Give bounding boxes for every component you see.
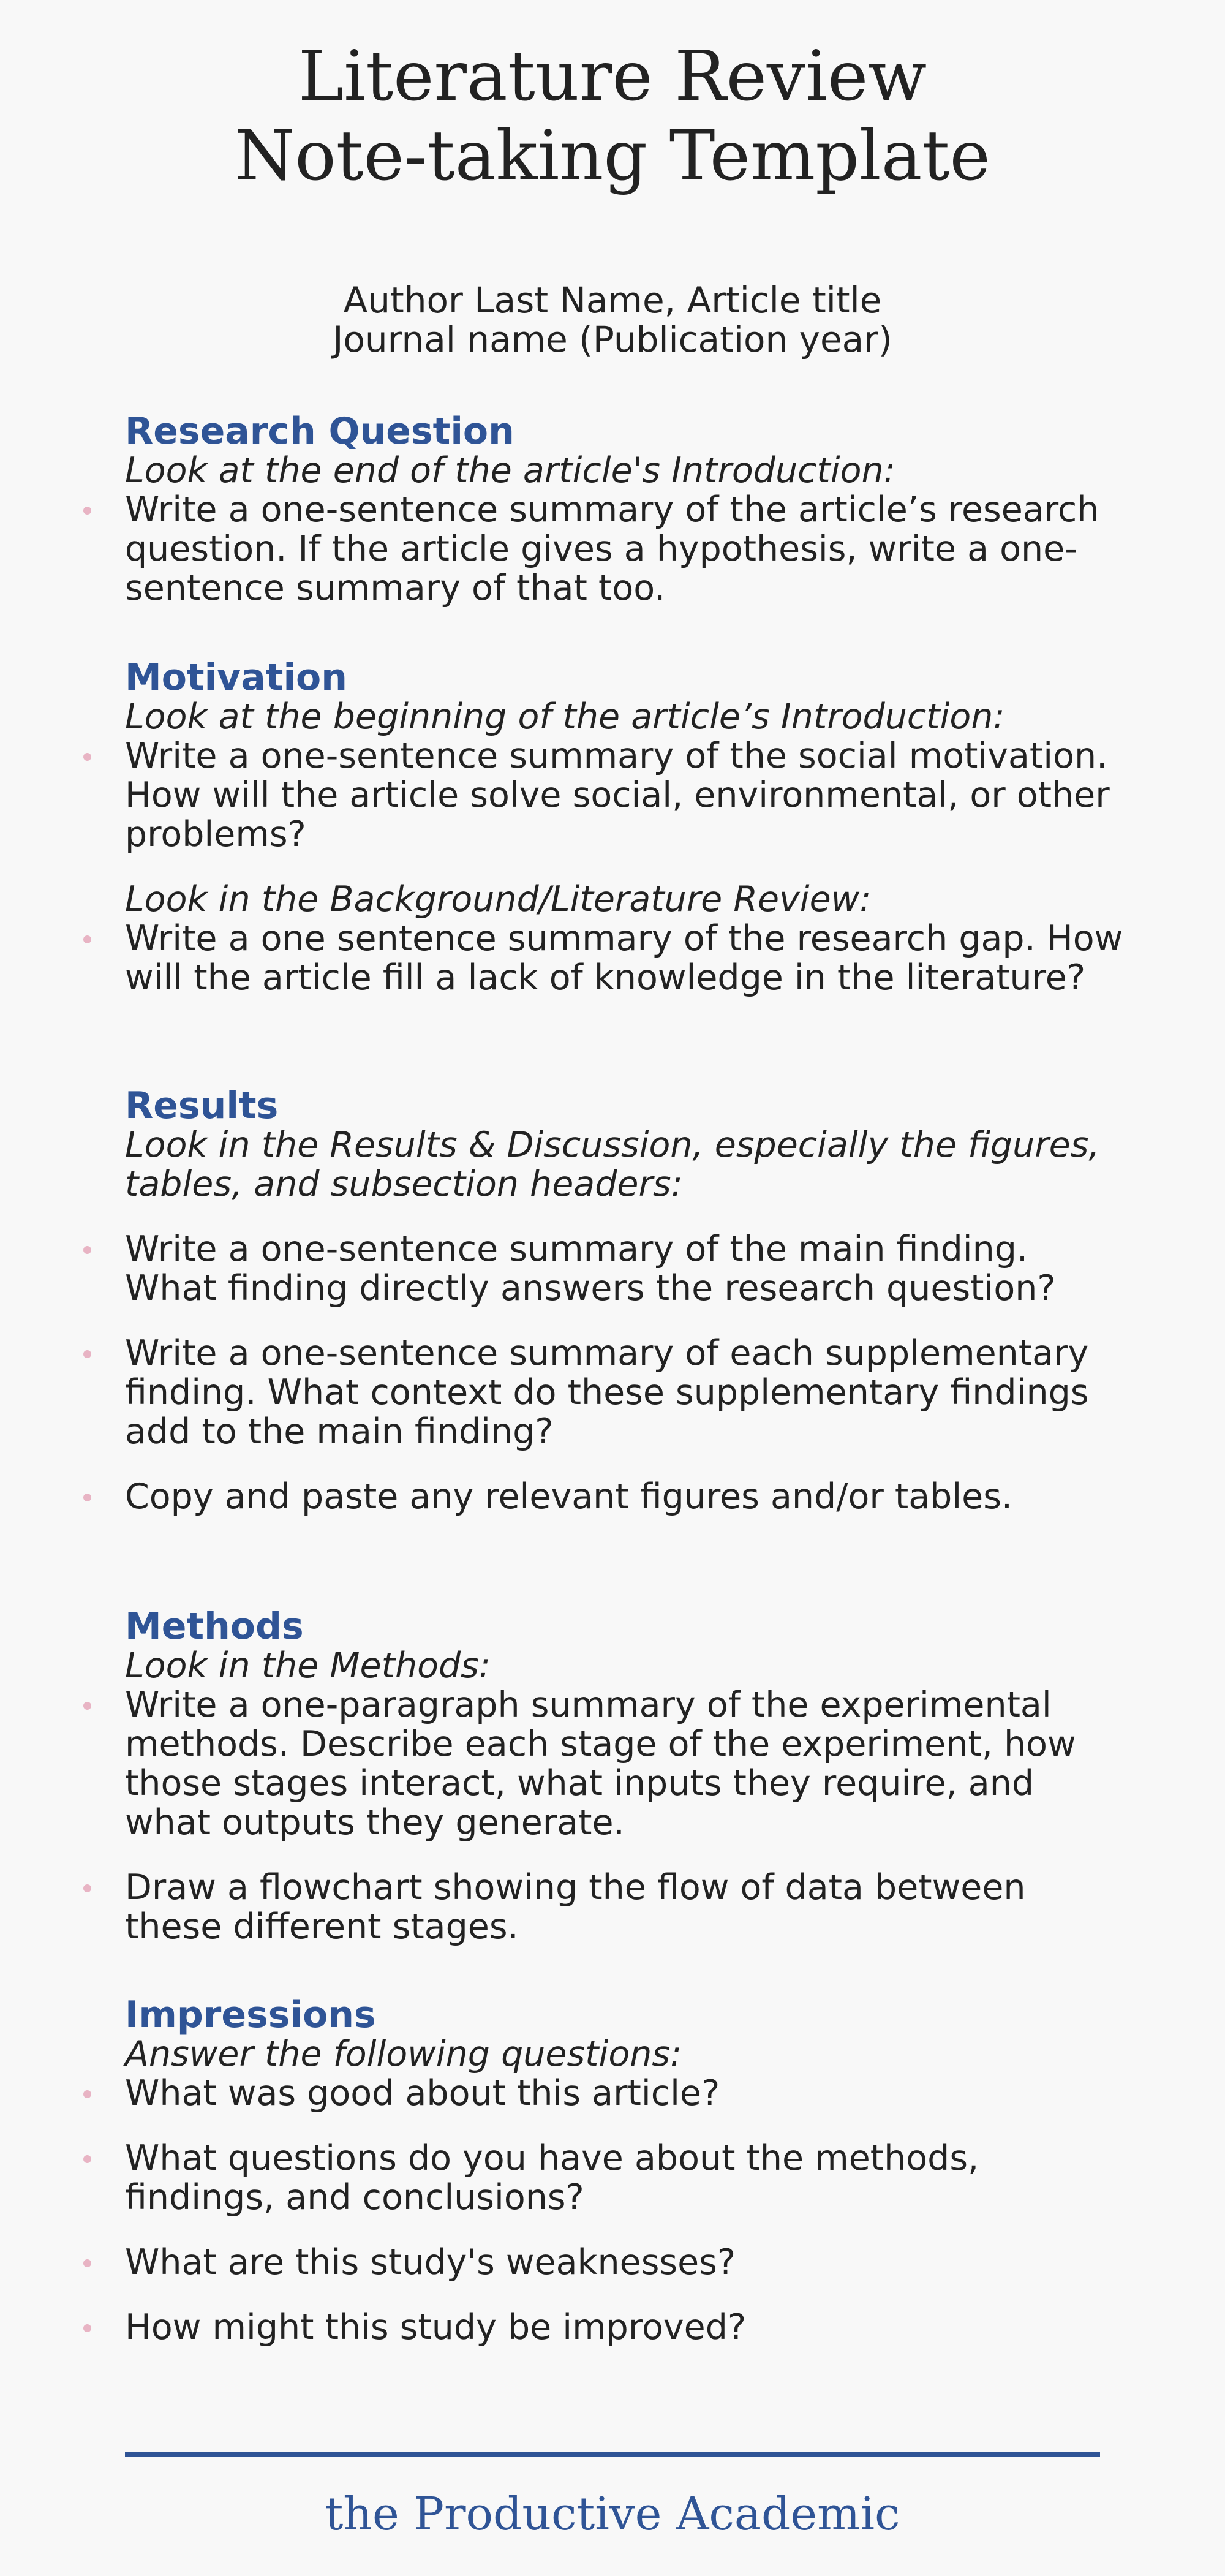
list-item: Write a one sentence summary of the research gap. How will the article fill a lack of knowledge in the literature?: [125, 919, 1129, 997]
section-prompt: Look at the beginning of the article’s Introduction:: [125, 697, 1005, 737]
footer-brand: the Productive Academic: [325, 2488, 900, 2540]
bullet-dot-icon: [83, 2090, 91, 2098]
bullet-dot-icon: [83, 1246, 91, 1254]
section-impressions: [125, 1995, 1129, 2347]
bullet-dot-icon: [83, 935, 91, 943]
list-item: Draw a flowchart showing the flow of data between these different stages.: [125, 1868, 1129, 1946]
bullet-dot-icon: [83, 2155, 91, 2163]
section-results: [125, 1086, 1129, 1516]
list-item: What questions do you have about the methods, findings, and conclusions?: [125, 2139, 1129, 2217]
list-item: What are this study's weaknesses?: [125, 2243, 1129, 2282]
section-prompt: Look at the end of the article's Introduction:: [125, 450, 895, 491]
list-item: Write a one-sentence summary of the article’s research question. If the article gives a hypothesis, write a one-sentence summary of that too.: [125, 490, 1129, 608]
bullet-list: [125, 2074, 1129, 2347]
section-heading: Motivation: [125, 656, 347, 699]
bullet-dot-icon: [83, 1350, 91, 1358]
list-item: What was good about this article?: [125, 2074, 1129, 2113]
list-item: How might this study be improved?: [125, 2308, 1129, 2347]
bullet-dot-icon: [83, 2324, 91, 2332]
article-citation: [0, 281, 1225, 359]
section-prompt: Look in the Methods:: [125, 1645, 491, 1686]
bullet-dot-icon: [83, 2259, 91, 2267]
citation-journal-year: Journal name (Publication year): [333, 319, 892, 360]
section-heading: Impressions: [125, 1993, 376, 2036]
section-prompt: Look in the Results & Discussion, especially the figures, tables, and subsection headers:: [125, 1125, 1100, 1204]
footer-divider: [125, 2452, 1100, 2457]
bullet-list: [125, 1229, 1129, 1516]
section-heading: Results: [125, 1084, 279, 1127]
bullet-list: [125, 1685, 1129, 1946]
title-line-2: Note-taking Template: [235, 116, 990, 196]
bullet-list: [125, 919, 1129, 997]
list-item: Write a one-sentence summary of the social motivation. How will the article solve social, environmental, or other problems?: [125, 736, 1129, 854]
section-prompt: Answer the following questions:: [125, 2034, 682, 2074]
list-item: Write a one-paragraph summary of the experimental methods. Describe each stage of the experiment, how those stages interact, what inputs they require, and what outputs they generate.: [125, 1685, 1129, 1842]
list-item: Write a one-sentence summary of each supplementary finding. What context do these supplementary findings add to the main finding?: [125, 1334, 1129, 1451]
citation-author-title: Author Last Name, Article title: [343, 279, 882, 321]
section-motivation: [125, 658, 1129, 997]
section-prompt: Look in the Background/Literature Review:: [125, 879, 872, 920]
section-heading: Methods: [125, 1605, 304, 1648]
bullet-list: [125, 736, 1129, 854]
section-methods: [125, 1607, 1129, 1946]
list-item: Copy and paste any relevant figures and/or tables.: [125, 1477, 1129, 1516]
bullet-dot-icon: [83, 753, 91, 761]
section-research-question: [125, 412, 1129, 608]
section-heading: Research Question: [125, 410, 514, 453]
title-line-1: Literature Review: [298, 37, 927, 116]
document-title: [0, 37, 1225, 196]
bullet-dot-icon: [83, 1494, 91, 1501]
bullet-dot-icon: [83, 1884, 91, 1892]
bullet-list: [125, 490, 1129, 608]
bullet-dot-icon: [83, 507, 91, 515]
list-item: Write a one-sentence summary of the main finding. What finding directly answers the research question?: [125, 1229, 1129, 1308]
bullet-dot-icon: [83, 1702, 91, 1710]
